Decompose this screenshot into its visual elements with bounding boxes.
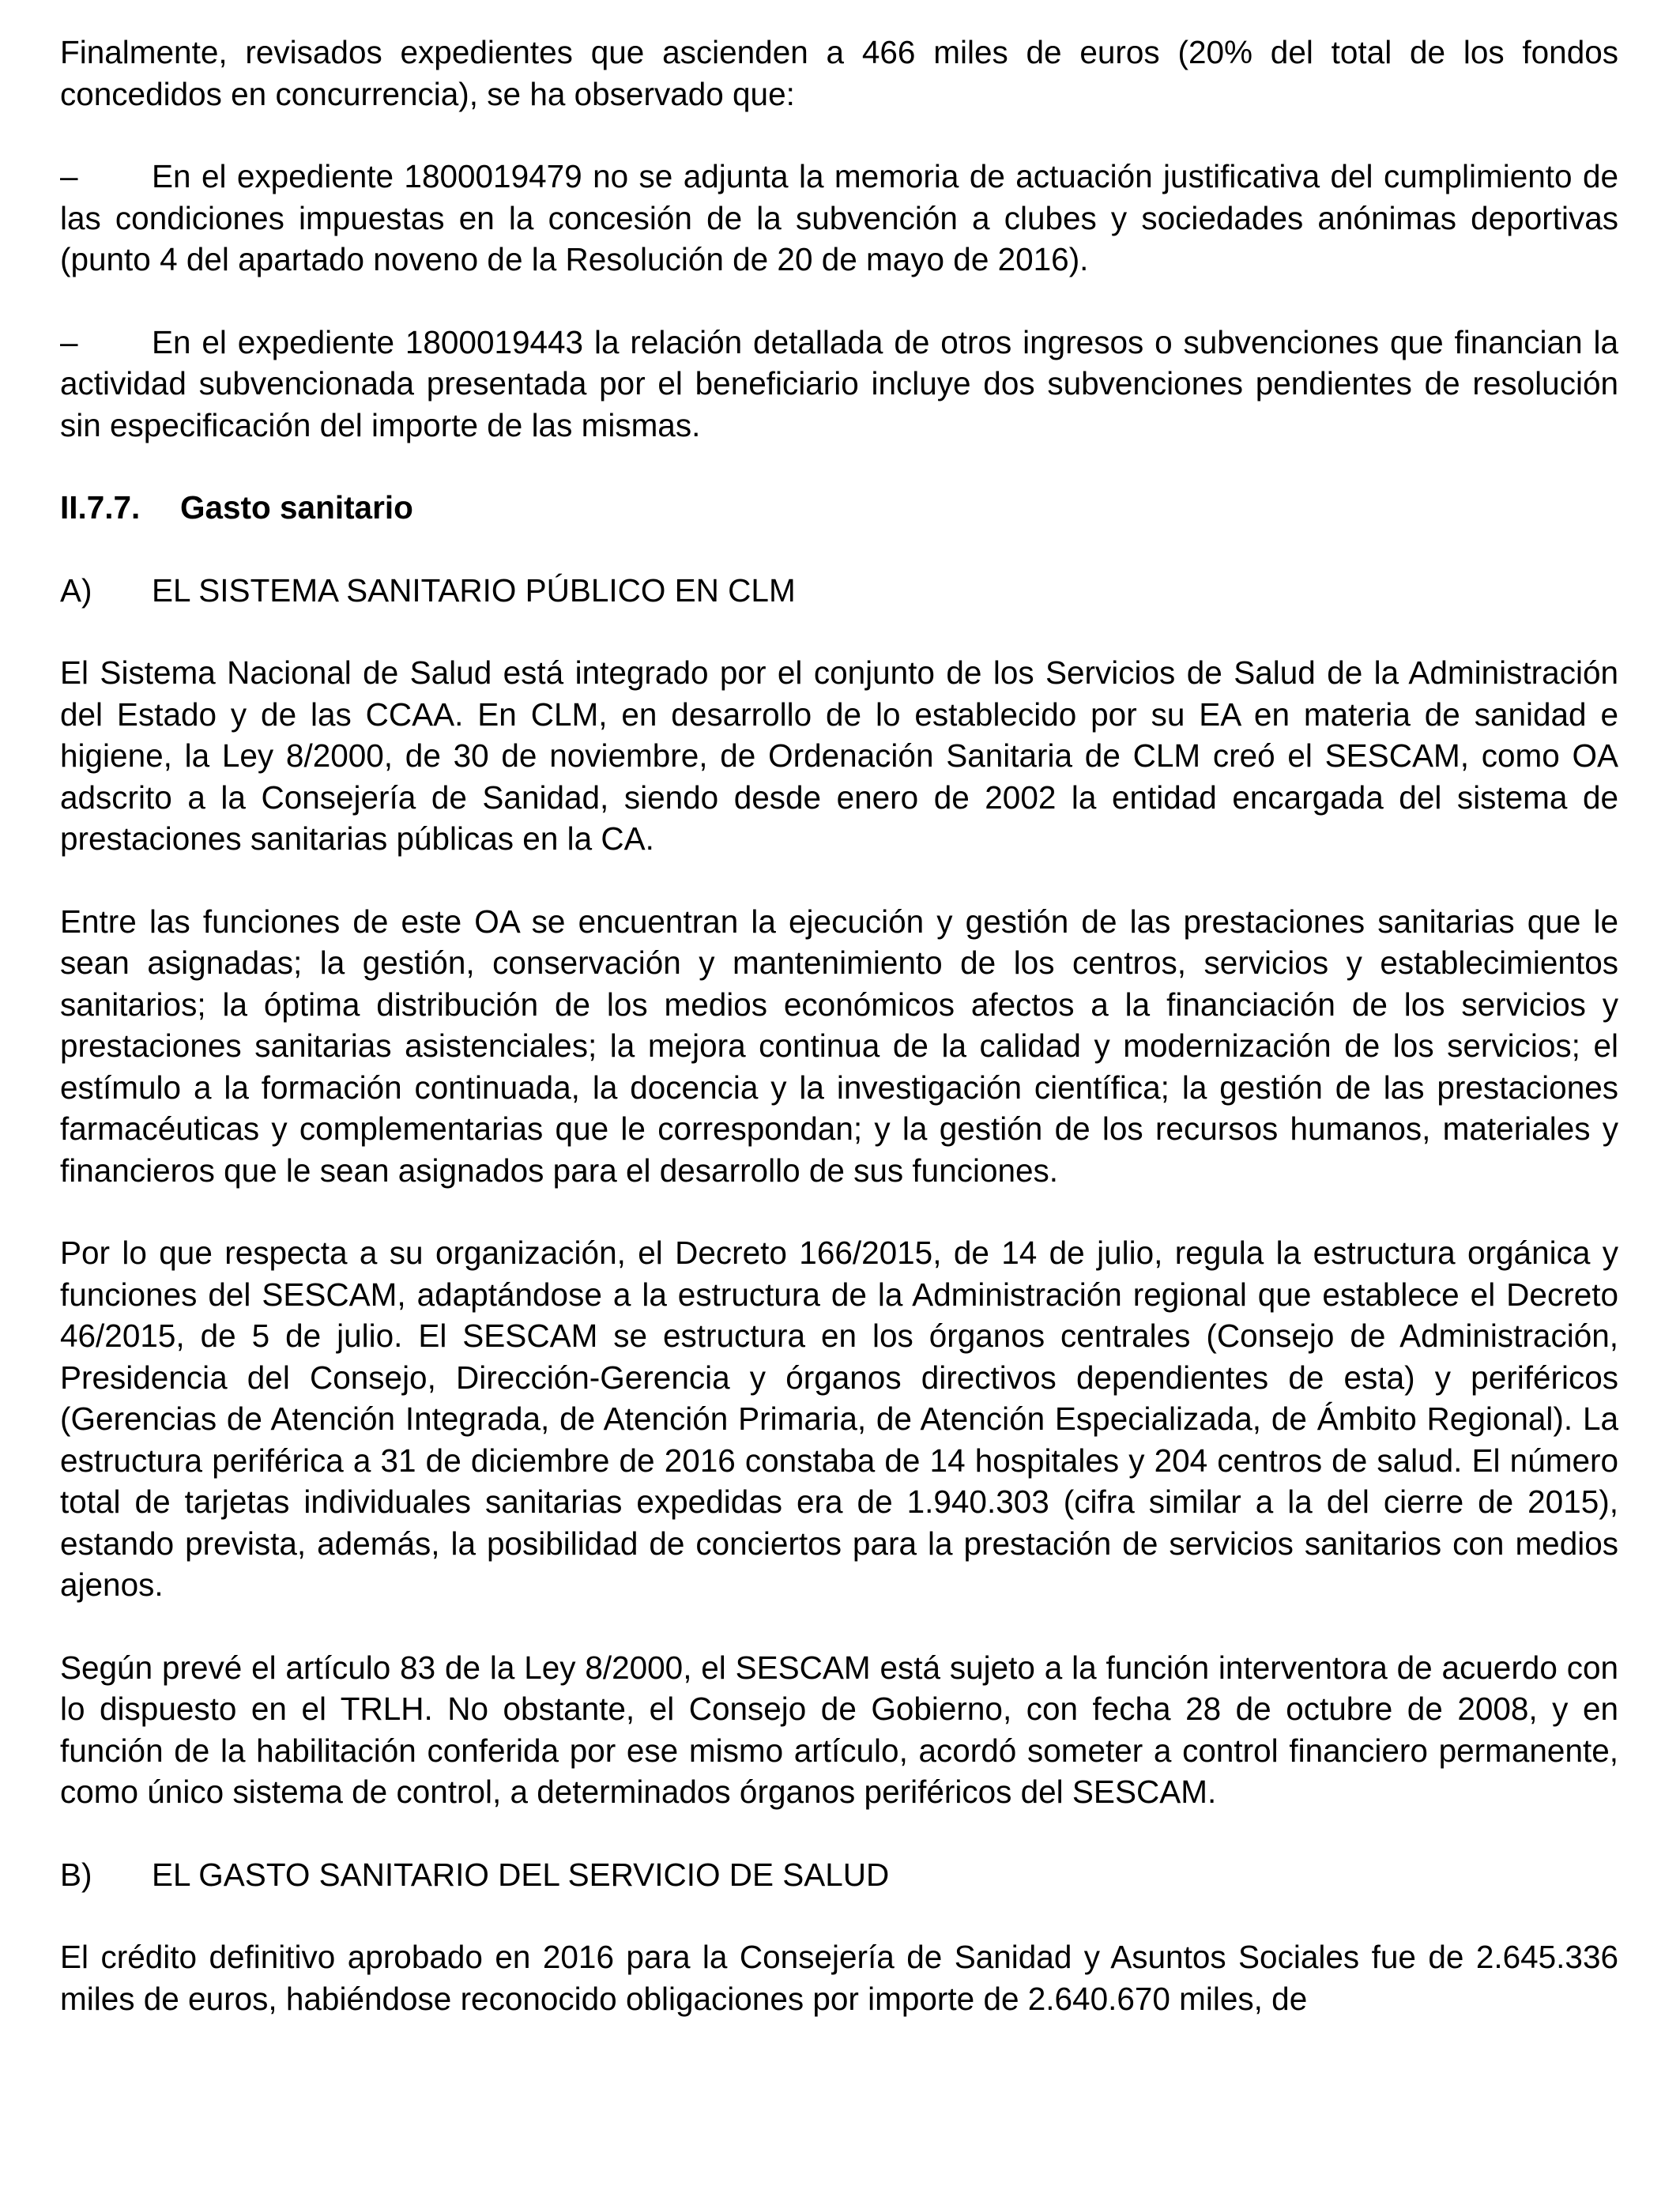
body-paragraph: Por lo que respecta a su organización, el Decreto 166/2015, de 14 de julio, regula la estructura orgánica y funciones del SESCAM, adaptándose a la estructura de la Administración regional que establece el Decreto 46/2015, de 5 de julio. El SESCAM se estructura en los órganos centrales (Consejo de Administración, Presidencia del Consejo, Dirección-Gerencia y órganos directivos dependientes de esta) y periféricos (Gerencias de Atención Integrada, de Atención Primaria, de Atención Especializada, de Ámbito Regional). La estructura periférica a 31 de diciembre de 2016 constaba de 14 hospitales y 204 centros de salud. El número total de tarjetas individuales sanitarias expedidas era de 1.940.303 (cifra similar a la del cierre de 2015), estando prevista, además, la posibilidad de conciertos para la prestación de servicios sanitarios con medios ajenos. — [60, 1235, 1618, 1603]
document-page — [60, 32, 1618, 2019]
body-paragraph: Entre las funciones de este OA se encuentran la ejecución y gestión de las prestaciones sanitarias que le sean asignadas; la gestión, conservación y mantenimiento de los centros, servicios y establecimientos sanitarios; la óptima distribución de los medios económicos afectos a la financiación de los servicios y prestaciones sanitarias asistenciales; la mejora continua de la calidad y modernización de los servicios; el estímulo a la formación continuada, la docencia y la investigación científica; la gestión de las prestaciones farmacéuticas y complementarias que le correspondan; y la gestión de los recursos humanos, materiales y financieros que le sean asignados para el desarrollo de sus funciones. — [60, 903, 1618, 1189]
bullet-text: En el expediente 1800019443 la relación detallada de otros ingresos o subvenciones que financian la actividad subvencionada presentada por el beneficiario incluye dos subvenciones pendientes de resolución sin especificación del importe de las mismas. — [60, 323, 1618, 443]
section-heading — [60, 487, 1618, 529]
bullet-item — [60, 156, 1618, 281]
body-paragraph: Según prevé el artículo 83 de la Ley 8/2000, el SESCAM está sujeto a la función interventora de acuerdo con lo dispuesto en el TRLH. No obstante, el Consejo de Gobierno, con fecha 28 de octubre de 2008, y en función de la habilitación conferida por ese mismo artículo, acordó someter a control financiero permanente, como único sistema de control, a determinados órganos periféricos del SESCAM. — [60, 1649, 1618, 1810]
subsection-letter: B) — [60, 1856, 92, 1893]
dash-marker: – — [60, 323, 78, 360]
body-paragraph: El Sistema Nacional de Salud está integrado por el conjunto de los Servicios de Salud de la Administración del Estado y de las CCAA. En CLM, en desarrollo de lo establecido por su EA en materia de sanidad e higiene, la Ley 8/2000, de 30 de noviembre, de Ordenación Sanitaria de CLM creó el SESCAM, como OA adscrito a la Consejería de Sanidad, siendo desde enero de 2002 la entidad encargada del sistema de prestaciones sanitarias públicas en la CA. — [60, 654, 1618, 857]
intro-paragraph: Finalmente, revisados expedientes que ascienden a 466 miles de euros (20% del total de los fondos concedidos en concurrencia), se ha observado que: — [60, 34, 1618, 112]
subsection-title: EL GASTO SANITARIO DEL SERVICIO DE SALUD — [152, 1856, 890, 1893]
bullet-text: En el expediente 1800019479 no se adjunta la memoria de actuación justificativa del cumplimiento de las condiciones impuestas en la concesión de la subvención a clubes y sociedades anónimas deportivas (punto 4 del apartado noveno de la Resolución de 20 de mayo de 2016). — [60, 158, 1618, 277]
dash-marker: – — [60, 158, 78, 194]
body-paragraph: El crédito definitivo aprobado en 2016 para la Consejería de Sanidad y Asuntos Sociales fue de 2.645.336 miles de euros, habiéndose reconocido obligaciones por importe de 2.640.670 miles, de — [60, 1939, 1618, 2017]
section-title: Gasto sanitario — [180, 489, 413, 526]
section-number: II.7.7. — [60, 489, 141, 526]
subsection-heading-b — [60, 1854, 1618, 1896]
bullet-item — [60, 322, 1618, 447]
subsection-title: EL SISTEMA SANITARIO PÚBLICO EN CLM — [152, 571, 796, 609]
subsection-heading-a — [60, 570, 1618, 612]
subsection-letter: A) — [60, 571, 92, 609]
